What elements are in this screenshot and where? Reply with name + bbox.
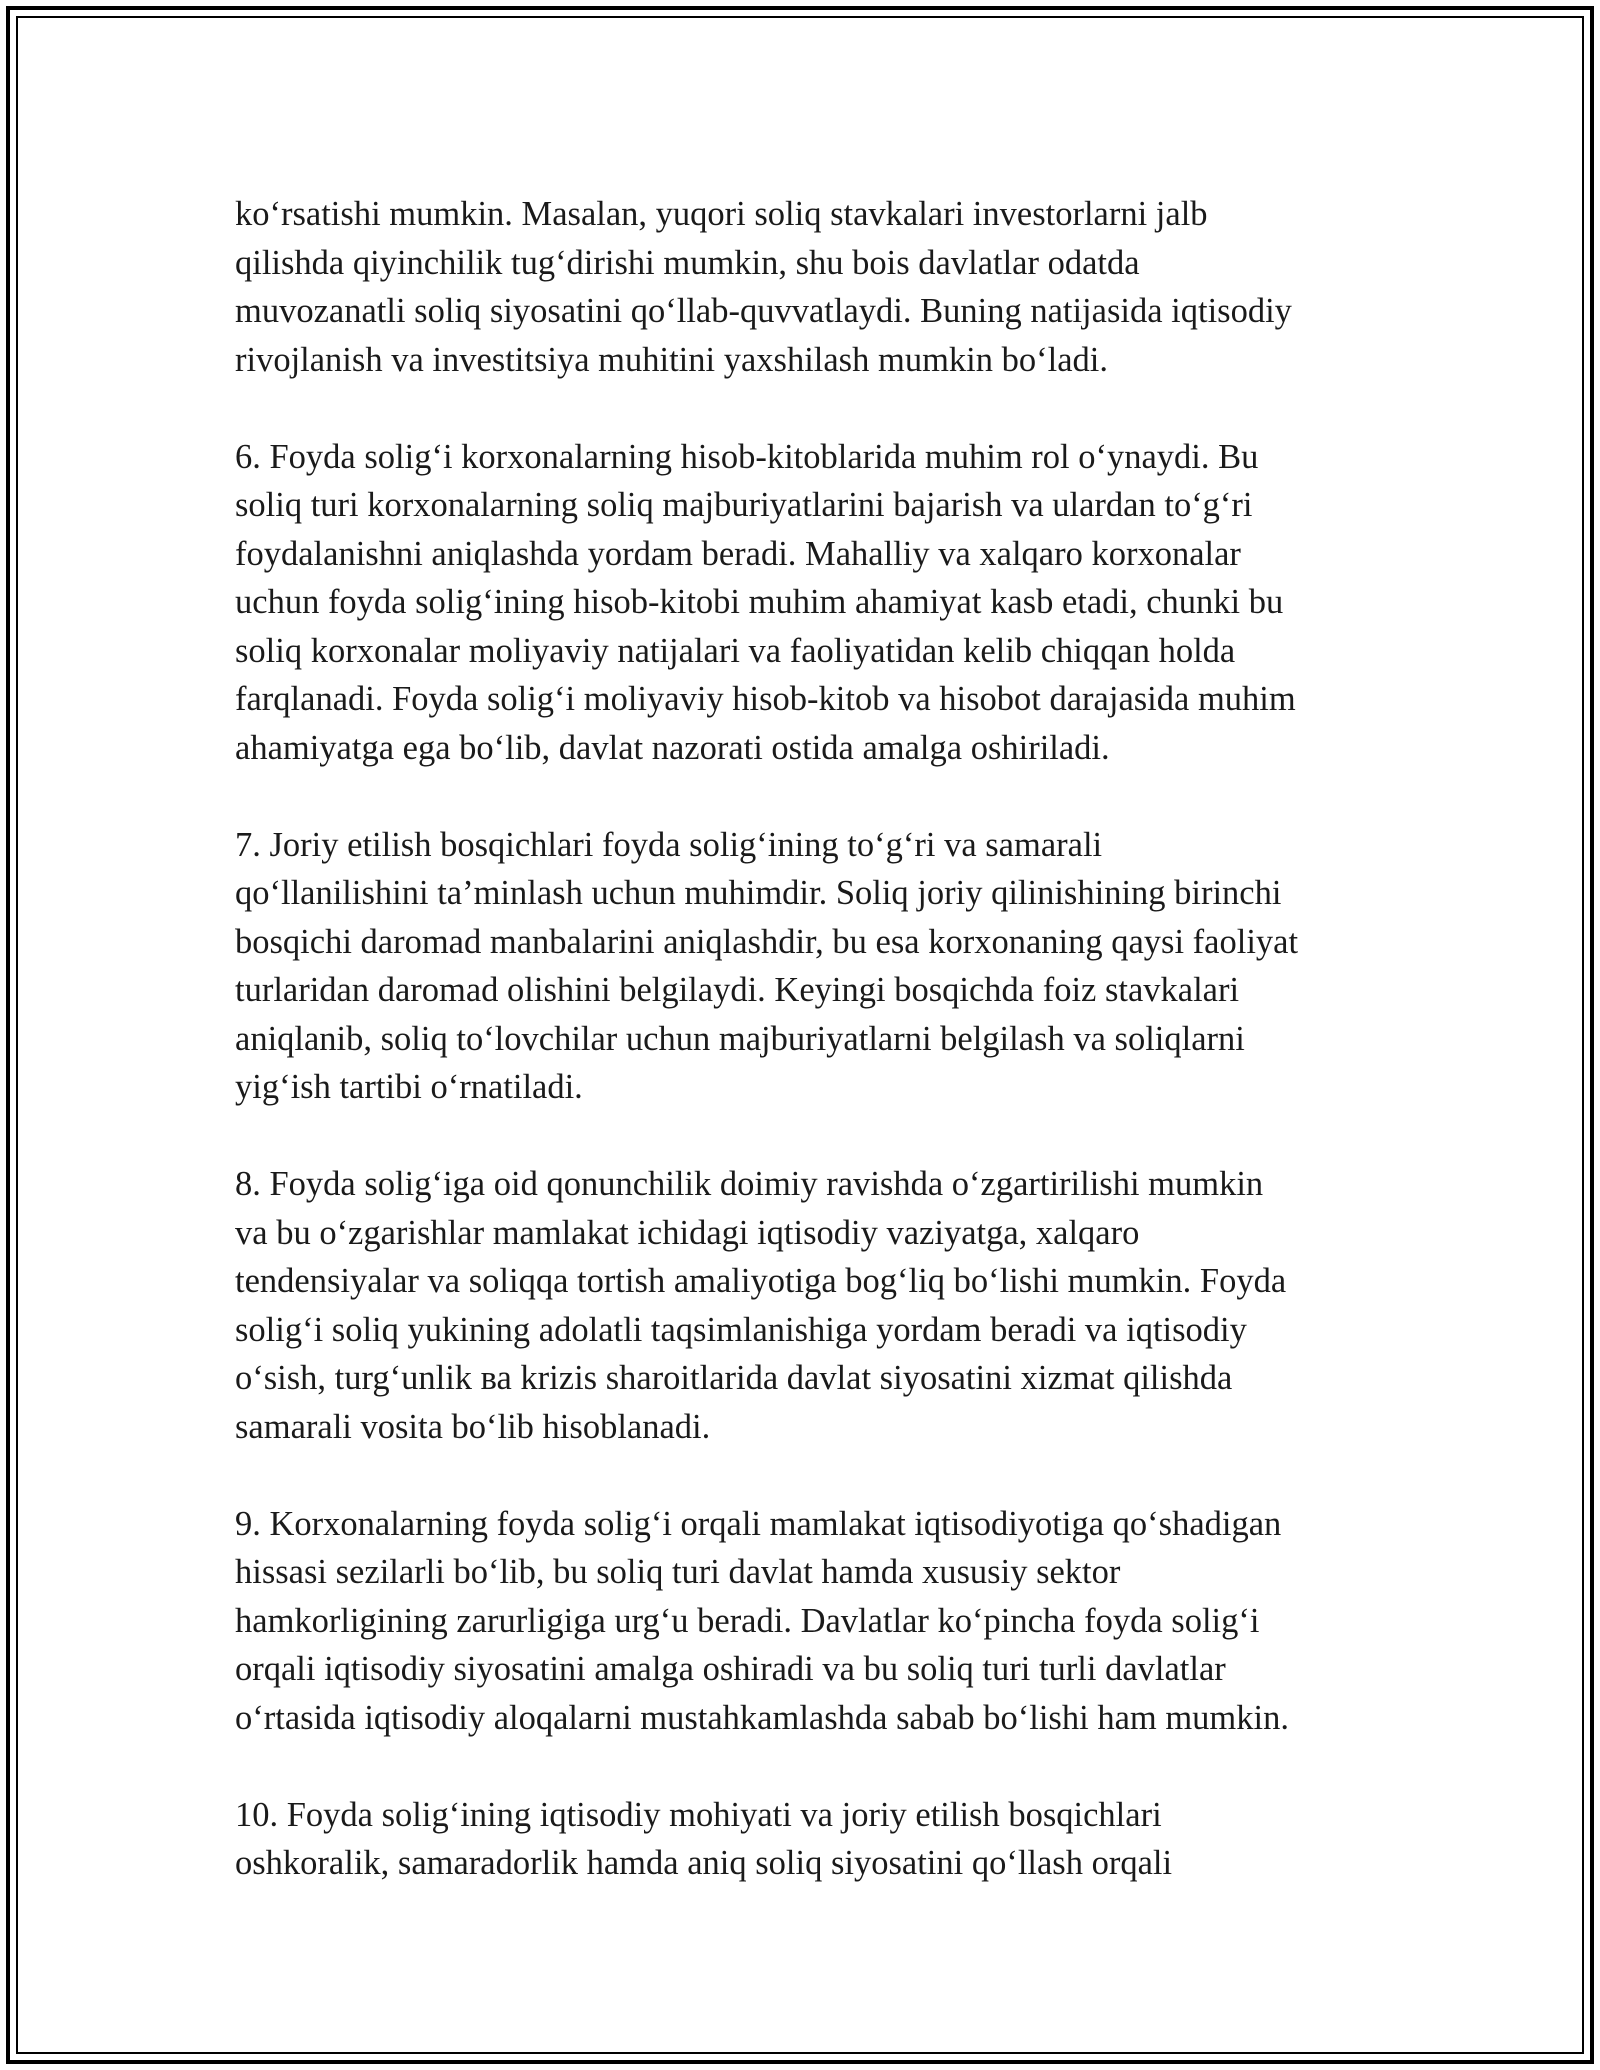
document-body	[235, 190, 1385, 1888]
text-line: hamkorligining zarurligiga urg‘u beradi. Davlatlar ko‘pincha foyda solig‘i	[235, 1601, 1260, 1640]
text-line: samarali vosita bo‘lib hisoblanadi.	[235, 1407, 711, 1446]
text-line: farqlanadi. Foyda solig‘i moliyaviy hisob-kitob va hisobot darajasida muhim	[235, 680, 1296, 718]
text-line: rivojlanish va investitsiya muhitini yaxshilash mumkin bo‘ladi.	[235, 340, 1108, 379]
text-line: 6. Foyda solig‘i korxonalarning hisob-kitoblarida muhim rol o‘ynaydi. Bu	[235, 437, 1259, 476]
paragraph-10	[235, 1791, 1385, 1888]
paragraph-9	[235, 1500, 1385, 1743]
text-line: 7. Joriy etilish bosqichlari foyda solig‘ining to‘g‘ri va samarali	[235, 825, 1103, 864]
text-line: turlaridan daromad olishini belgilaydi. Keyingi bosqichda foiz stavkalari	[235, 971, 1240, 1009]
text-line: ahamiyatga ega bo‘lib, davlat nazorati ostida amalga oshiriladi.	[235, 728, 1110, 767]
paragraph-7	[235, 821, 1385, 1112]
text-line: yig‘ish tartibi o‘rnatiladi.	[235, 1068, 583, 1106]
text-line: bosqichi daromad manbalarini aniqlashdir, bu esa korxonaning qaysi faoliyat	[235, 922, 1299, 961]
text-line: o‘sish, turg‘unlik ва krizis sharoitlarida davlat siyosatini xizmat qilishda	[235, 1359, 1233, 1397]
paragraph-8	[235, 1160, 1385, 1451]
text-line: solig‘i soliq yukining adolatli taqsimlanishiga yordam beradi va iqtisodiy	[235, 1310, 1247, 1349]
text-line: oshkoralik, samaradorlik hamda aniq soliq siyosatini qo‘llash orqali	[235, 1844, 1173, 1882]
text-line: 10. Foyda solig‘ining iqtisodiy mohiyati va joriy etilish bosqichlari	[235, 1795, 1162, 1834]
text-line: ko‘rsatishi mumkin. Masalan, yuqori soliq stavkalari investorlarni jalb	[235, 195, 1208, 233]
text-line: soliq korxonalar moliyaviy natijalari va faoliyatidan kelib chiqqan holda	[235, 631, 1236, 670]
text-line: o‘rtasida iqtisodiy aloqalarni mustahkamlashda sabab bo‘lishi ham mumkin.	[235, 1698, 1289, 1737]
text-line: soliq turi korxonalarning soliq majburiyatlarini bajarish va ulardan to‘g‘ri	[235, 486, 1253, 524]
text-line: 8. Foyda solig‘iga oid qonunchilik doimiy ravishda o‘zgartirilishi mumkin	[235, 1165, 1264, 1203]
text-line: qilishda qiyinchilik tug‘dirishi mumkin, shu bois davlatlar odatda	[235, 243, 1140, 282]
text-line: va bu o‘zgarishlar mamlakat ichidagi iqtisodiy vaziyatga, xalqaro	[235, 1213, 1140, 1252]
paragraph-continuation	[235, 190, 1385, 384]
text-line: uchun foyda solig‘ining hisob-kitobi muhim ahamiyat kasb etadi, chunki bu	[235, 583, 1284, 621]
paragraph-6	[235, 433, 1385, 773]
text-line: foydalanishni aniqlashda yordam beradi. Mahalliy va xalqaro korxonalar	[235, 534, 1241, 573]
text-line: orqali iqtisodiy siyosatini amalga oshiradi va bu soliq turi turli davlatlar	[235, 1650, 1226, 1688]
text-line: 9. Korxonalarning foyda solig‘i orqali mamlakat iqtisodiyotiga qo‘shadigan	[235, 1504, 1282, 1543]
text-line: muvozanatli soliq siyosatini qo‘llab-quvvatlaydi. Buning natijasida iqtisodiy	[235, 292, 1292, 330]
text-line: hissasi sezilarli bo‘lib, bu soliq turi davlat hamda xususiy sektor	[235, 1553, 1121, 1591]
text-line: qo‘llanilishini ta’minlash uchun muhimdir. Soliq joriy qilinishining birinchi	[235, 874, 1282, 912]
text-line: aniqlanib, soliq to‘lovchilar uchun majburiyatlarni belgilash va soliqlarni	[235, 1019, 1245, 1058]
text-line: tendensiyalar va soliqqa tortish amaliyotiga bog‘liq bo‘lishi mumkin. Foyda	[235, 1262, 1287, 1300]
